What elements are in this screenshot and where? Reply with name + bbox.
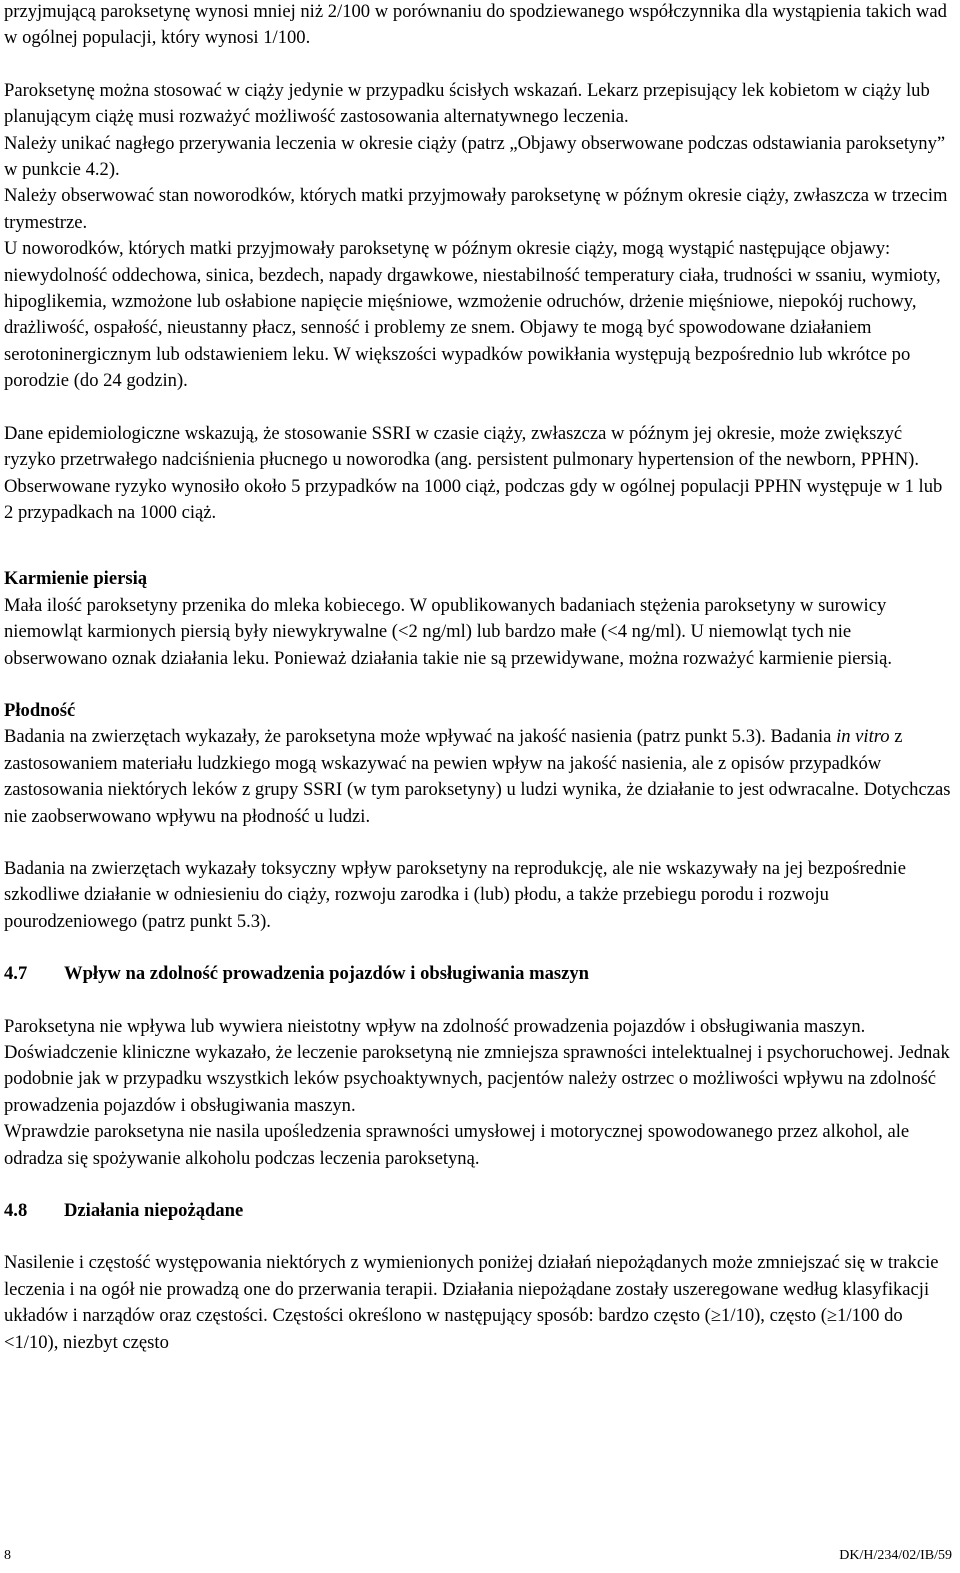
fertility-text-1b: z zastosowaniem materiału ludzkiego mogą wskazywać na pewien wpływ na jakość nasienia, ale z opisów przypadków zastosowania niektórych leków z grupy SSRI (w tym paroksetyny) u ludzi wynika, że działanie to jest odwracalne. Dotychczas nie zaobserwowano wpływu na płodność u ludzi. bbox=[4, 726, 951, 827]
page-number: 8 bbox=[4, 1548, 11, 1563]
pregnancy-paragraph-3: Należy unikać nagłego przerywania leczenia w okresie ciąży (patrz „Objawy obserwowane podczas odstawiania paroksetyny” w punkcie 4.2). bbox=[4, 132, 946, 181]
section-4-7-text-1: Paroksetyna nie wpływa lub wywiera nieistotny wpływ na zdolność prowadzenia pojazdów i obsługiwania maszyn. bbox=[4, 1015, 866, 1037]
spacer bbox=[4, 52, 954, 78]
section-4-7-number: 4.7 bbox=[4, 963, 28, 985]
section-4-7-text-2: Doświadczenie kliniczne wykazało, że leczenie paroksetyną nie zmniejsza sprawności intelektualnej i psychoruchowej. Jednak podobnie jak w przypadku wszystkich leków psychoaktywnych, pacjentów należy ostrzec o możliwości wpływu na zdolność prowadzenia pojazdów i obsługiwania maszyn. bbox=[4, 1042, 950, 1116]
breastfeeding-heading: Karmienie piersią bbox=[4, 568, 148, 590]
section-4-8-title: Działania niepożądane bbox=[64, 1200, 244, 1222]
spacer bbox=[4, 830, 954, 856]
breastfeeding-text: Mała ilość paroksetyny przenika do mleka kobiecego. W opublikowanych badaniach stężenia paroksetyny w surowicy niemowląt karmionych piersią były niewykrywalne (<2 ng/ml) lub bardzo małe (<4 ng/ml). U niemowląt tych nie obserwowano oznak działania leku. Ponieważ działania takie nie są przewidywane, można rozważyć karmienie piersią. bbox=[4, 594, 892, 669]
section-4-8-heading bbox=[4, 1198, 954, 1224]
section-4-8-text-1: Nasilenie i częstość występowania niektórych z wymienionych poniżej działań niepożądanych może zmniejszać się w trakcie leczenia i na ogół nie prowadzą one do przerwania terapii. Działania niepożądane zostały uszeregowane według klasyfikacji układów i narządów oraz częstości. Częstości określono w następujący sposób: bardzo często (≥1/10), często (≥1/100 do <1/10), niezbyt często bbox=[4, 1252, 939, 1353]
pregnancy-paragraph-5: U noworodków, których matki przyjmowały paroksetynę w późnym okresie ciąży, mogą wystąpić następujące objawy: niewydolność oddechowa, sinica, bezdech, napady drgawkowe, niestabilność temperatury ciała, trudności w ssaniu, wymioty, hipoglikemia, wzmożone lub osłabione napięcie mięśniowe, wzmożenie odruchów, drżenie mięśniowe, niepokój ruchowy, drażliwość, ospałość, nieustanny płacz, senność i problemy ze snem. Objawy te mogą być spowodowane działaniem serotoninergicznym lub odstawieniem leku. W większości wypadków powikłania występują bezpośrednio lub wkrótce po porodzie (do 24 godzin). bbox=[4, 238, 941, 392]
spacer bbox=[4, 988, 954, 1014]
spacer bbox=[4, 1172, 954, 1198]
section-4-8-number: 4.8 bbox=[4, 1200, 28, 1222]
spacer bbox=[4, 526, 954, 566]
document-page bbox=[4, 0, 954, 1356]
page-footer bbox=[4, 1546, 952, 1570]
fertility-heading: Płodność bbox=[4, 699, 76, 721]
spacer bbox=[4, 395, 954, 421]
section-4-7-heading bbox=[4, 961, 954, 987]
document-code: DK/H/234/02/IB/59 bbox=[839, 1548, 952, 1563]
pregnancy-paragraph-2: Paroksetynę można stosować w ciąży jedynie w przypadku ścisłych wskazań. Lekarz przepisujący lek kobietom w ciąży lub planującym ciążę musi rozważyć możliwość zastosowania alternatywnego leczenia. bbox=[4, 79, 930, 128]
spacer bbox=[4, 672, 954, 698]
pregnancy-paragraph-1: przyjmującą paroksetynę wynosi mniej niż 2/100 w porównaniu do spodziewanego współczynnika dla wystąpienia takich wad w ogólnej populacji, który wynosi 1/100. bbox=[4, 1, 947, 49]
section-4-7-text-3: Wprawdzie paroksetyna nie nasila upośledzenia sprawności umysłowej i motorycznej spowodowanego przez alkohol, ale odradza się spożywanie alkoholu podczas leczenia paroksetyną. bbox=[4, 1121, 910, 1169]
spacer bbox=[4, 935, 954, 961]
spacer bbox=[4, 1224, 954, 1250]
fertility-text-1a: Badania na zwierzętach wykazały, że paroksetyna może wpływać na jakość nasienia (patrz punkt 5.3). Badania bbox=[4, 726, 837, 748]
pregnancy-paragraph-6: Dane epidemiologiczne wskazują, że stosowanie SSRI w czasie ciąży, zwłaszcza w późnym jej okresie, może zwiększyć ryzyko przetrwałego nadciśnienia płucnego u noworodka (ang. persistent pulmonary hypertension of the newborn, PPHN). Obserwowane ryzyko wynosiło około 5 przypadków na 1000 ciąż, podczas gdy w ogólnej populacji PPHN występuje w 1 lub 2 przypadkach na 1000 ciąż. bbox=[4, 422, 943, 523]
fertility-text-2: Badania na zwierzętach wykazały toksyczny wpływ paroksetyny na reprodukcję, ale nie wskazywały na jej bezpośrednie szkodliwe działanie w odniesieniu do ciąży, rozwoju zarodka i (lub) płodu, a także przebiegu porodu i rozwoju pourodzeniowego (patrz punkt 5.3). bbox=[4, 857, 906, 932]
fertility-text-1-italic: in vitro bbox=[836, 726, 890, 748]
pregnancy-paragraph-4: Należy obserwować stan noworodków, których matki przyjmowały paroksetynę w późnym okresie ciąży, zwłaszcza w trzecim trymestrze. bbox=[4, 185, 948, 233]
section-4-7-title: Wpływ na zdolność prowadzenia pojazdów i obsługiwania maszyn bbox=[64, 963, 590, 985]
fertility-text-1 bbox=[4, 724, 954, 830]
